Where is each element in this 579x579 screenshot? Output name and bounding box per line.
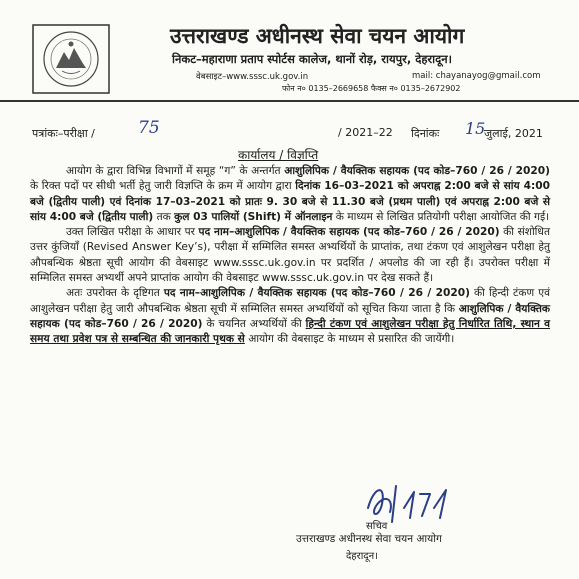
reference-year: / 2021–22: [338, 126, 393, 139]
reference-number: 75: [138, 118, 160, 138]
signer-organization: उत्तराखण्ड अधीनस्थ सेवा चयन आयोग: [296, 533, 442, 545]
organization-title: उत्तराखण्ड अधीनस्थ सेवा चयन आयोग: [170, 24, 465, 48]
date-label: दिनांकः: [411, 127, 440, 140]
paragraph-3: अतः उपरोक्त के दृष्टिगत पद नाम–आशुलिपिक / वैयक्तिक सहायक (पद कोड–760 / 26 / 2020) की हिन्दी टंकण एवं आशुलेखन परीक्षा हेतु जारी औपबन्धिक श्रेष्ठता सूची में सम्मिलित समस्त अभ्यर्थियों को सूचित किया जाता है कि आशुलिपिक / वैयक्तिक सहायक (पद कोड–760 / 26 / 2020) के चयनित अभ्यर्थियों की हिन्दी टंकण एवं आशुलेखन परीक्षा हेतु निर्धारित तिथि, स्थान व समय तथा प्रवेश पत्र से सम्बन्धित की जानकारी पृथक से आयोग की वेबसाइट के माध्यम से प्रसारित की जायेंगी।: [30, 287, 550, 346]
signer-title: सचिव: [366, 521, 388, 532]
notice-body: [30, 164, 550, 348]
website-line: [196, 71, 541, 82]
paragraph-2: उक्त लिखित परीक्षा के आधार पर पद नाम–आशुलिपिक / वैयक्तिक सहायक (पद कोड–760 / 26 / 2020) की संशोधित उत्तर कुंजियाँ (Revised Answer Key’s), परीक्षा में सम्मिलित समस्त अभ्यर्थियों के प्राप्तांक, तथा टंकण एवं आशुलेखन परीक्षा हेतु औपबन्धिक श्रेष्ठता सूची आयोग की वेबसाइट www.sssc.uk.gov.in पर प्रदर्शित / अपलोड की जा रही हैं। उपरोक्त परीक्षा में सम्मिलित समस्त अभ्यर्थी अपने प्राप्तांक आयोग की वेबसाइट www.sssc.uk.gov.in पर देख सकते हैं।: [30, 226, 550, 285]
reference-label: पत्रांकः–परीक्षा /: [32, 127, 95, 140]
notice-heading: कार्यालय / विज्ञप्ति: [238, 148, 319, 162]
header-divider: [0, 100, 579, 102]
signer-place: देहरादून।: [346, 551, 378, 562]
government-seal-icon: [32, 24, 110, 94]
organization-address: निकट–महाराणा प्रताप स्पोर्टस कालेज, थानों रोड़, रायपुर, देहरादून।: [172, 52, 452, 66]
date-month-year: जुलाई, 2021: [484, 127, 543, 140]
website-text: वेबसाइट–www.sssc.uk.gov.in: [196, 72, 309, 82]
email-text: mail: chayanayog@gmail.com: [412, 71, 541, 81]
paragraph-1: आयोग के द्वारा विभिन्न विभागों में समूह “ग” के अन्तर्गत आशुलिपिक / वैयक्तिक सहायक (पद कोड–760 / 26 / 2020) के रिक्त पदों पर सीधी भर्ती हेतु जारी विज्ञप्ति के क्रम में आयोग द्वारा दिनांक 16–03–2021 को अपराह्न 2:00 बजे से सांय 4:00 बजे (द्वितीय पाली) एवं दिनांक 17–03–2021 को प्रातः 9. 30 बजे से 11.30 बजे (प्रथम पाली) एवं अपराह्न 2:00 बजे से सांय 4:00 बजे (द्वितीय पाली) तक कुल 03 पालियों (Shift) में ऑनलाइन के माध्यम से लिखित प्रतियोगी परीक्षा आयोजित की गई।: [30, 165, 550, 223]
date-day: 15: [465, 119, 486, 138]
phone-line: फोन न० 0135–2669658 फैक्स न० 0135–2672902: [282, 84, 461, 93]
